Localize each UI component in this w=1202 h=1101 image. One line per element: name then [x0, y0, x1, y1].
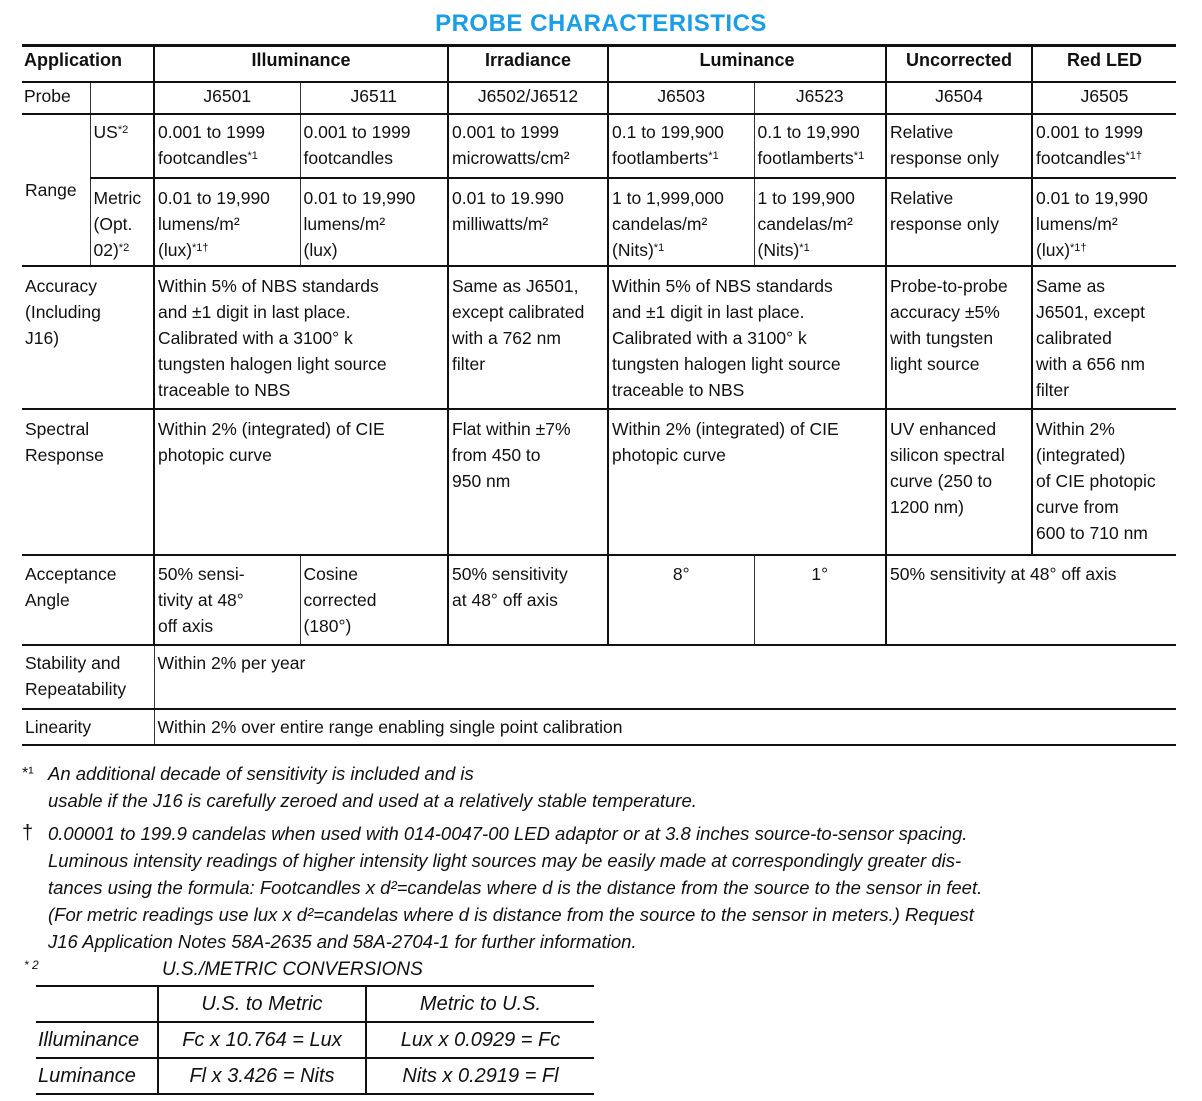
header-irradiance: Irradiance: [448, 46, 608, 83]
range-us-label: [90, 114, 154, 178]
footnote-1: [22, 760, 1182, 814]
page-title: PROBE CHARACTERISTICS: [435, 10, 767, 37]
label-line: Accuracy: [25, 276, 97, 296]
text-line: 1200 nm): [890, 497, 964, 517]
footnote-line: J16 Application Notes 58A-2635 and 58A-2704-1 for further information.: [48, 931, 637, 952]
probe-j6502-j6512: J6502/J6512: [448, 82, 608, 114]
text-line: Cosine: [303, 564, 358, 584]
text-line: with a 656 nm: [1036, 354, 1145, 374]
text-line: Within 5% of NBS standards: [612, 276, 833, 296]
range-metric-cell: [300, 178, 448, 266]
text-line: tungsten halogen light source: [158, 354, 387, 374]
unit-text: (lux): [1036, 240, 1071, 260]
text-line: 950 nm: [452, 471, 511, 491]
conversion-metric-to-us: Nits x 0.2919 = Fl: [366, 1058, 594, 1094]
label-line: Spectral: [25, 419, 90, 439]
range-us-cell: [448, 114, 608, 178]
footnote-ref: *1: [653, 242, 665, 254]
text-line: Calibrated with a 3100° k: [158, 328, 353, 348]
text-line: corrected: [303, 590, 377, 610]
label-line: Repeatability: [25, 679, 127, 699]
unit-text: footlamberts: [757, 148, 854, 168]
probe-row: [22, 82, 1176, 114]
accuracy-row: [22, 266, 1176, 409]
footnote-ref: *2: [117, 124, 129, 136]
text-line: with a 762 nm: [452, 328, 561, 348]
range-metric-cell: [1032, 178, 1176, 266]
text-line: traceable to NBS: [612, 380, 745, 400]
text-line: 600 to 710 nm: [1036, 523, 1148, 543]
conversion-row-label: Illuminance: [36, 1022, 158, 1058]
range-unit: [158, 145, 297, 171]
conversion-corner: [36, 986, 158, 1022]
footnote-line: 0.00001 to 199.9 candelas when used with 014-0047-00 LED adaptor or at 3.8 inches source-to-sensor spacing.: [48, 823, 968, 844]
range-value: 0.01 to 19.990: [452, 188, 564, 208]
text-line: of CIE photopic: [1036, 471, 1156, 491]
conversion-row-label: Luminance: [36, 1058, 158, 1094]
range-unit-alt: [158, 237, 297, 263]
text-line: filter: [1036, 380, 1070, 400]
footnote-1-mark: *¹: [22, 765, 34, 782]
spectral-irradiance: [448, 409, 608, 555]
label-line: Response: [25, 445, 104, 465]
header-luminance: Luminance: [608, 46, 886, 83]
footnote-line: usable if the J16 is carefully zeroed and used at a relatively stable temperature.: [48, 790, 697, 811]
footnote-line: (For metric readings use lux x d²=candelas where d is distance from the source to the sensor in meters.) Request: [48, 904, 974, 925]
text-line: off axis: [158, 616, 214, 636]
range-unit-alt: [612, 237, 751, 263]
range-value: 0.001 to 1999: [452, 122, 560, 142]
range-value: 1 to 1,999,000: [612, 188, 724, 208]
probe-j6523: J6523: [754, 82, 886, 114]
footnote-line: Luminous intensity readings of higher intensity light sources may be easily made at correspondingly greater dis-: [48, 850, 962, 871]
text-line: Within 2% (integrated) of CIE: [612, 419, 839, 439]
text-line: Same as: [1036, 276, 1106, 296]
acceptance-j6503: 8°: [608, 555, 754, 645]
conversion-row: [36, 1022, 594, 1058]
footnote-ref: *1: [247, 150, 258, 162]
footnote-line: tances using the formula: Footcandles x d²=candelas where d is the distance from the source to the sensor in feet.: [48, 877, 983, 898]
spectral-response-row: [22, 409, 1176, 555]
unit-text: (lux): [158, 240, 193, 260]
range-unit-alt: (lux): [303, 240, 338, 260]
conversion-table: [36, 985, 594, 1095]
spectral-label: [22, 409, 154, 555]
range-value: Relative: [890, 122, 954, 142]
text-line: calibrated: [1036, 328, 1112, 348]
range-value: 0.01 to 19,990: [158, 188, 270, 208]
range-unit: lumens/m²: [303, 214, 386, 234]
range-us-cell: [300, 114, 448, 178]
range-value: 0.001 to 1999: [303, 122, 411, 142]
text-line: (integrated): [1036, 445, 1126, 465]
range-unit-alt: [758, 237, 883, 263]
range-unit: lumens/m²: [1036, 214, 1118, 234]
footnote-ref: *1†: [1070, 242, 1087, 254]
footnote-ref: *1: [799, 242, 810, 254]
range-value: 0.01 to 19,990: [303, 188, 416, 208]
conversion-row: [36, 1058, 594, 1094]
range-us-cell: [754, 114, 886, 178]
acceptance-j6511: [300, 555, 448, 645]
text-line: traceable to NBS: [158, 380, 291, 400]
accuracy-luminance: [608, 266, 886, 409]
text-line: photopic curve: [158, 445, 272, 465]
spectral-luminance: [608, 409, 886, 555]
footnote-ref: *2: [118, 242, 130, 254]
stability-value: Within 2% per year: [154, 645, 1176, 709]
text-line: 50% sensitivity: [452, 564, 568, 584]
range-value: 0.1 to 19,990: [757, 122, 860, 142]
footnote-line: An additional decade of sensitivity is included and is: [48, 763, 474, 784]
linearity-value: Within 2% over entire range enabling single point calibration: [154, 709, 1176, 745]
probe-j6505: J6505: [1032, 82, 1176, 114]
label-line: (Opt.: [93, 214, 133, 234]
text-line: curve from: [1036, 497, 1119, 517]
conversion-us-to-metric: Fc x 10.764 = Lux: [158, 1022, 366, 1058]
unit-text: (Nits): [612, 240, 654, 260]
text-line: and ±1 digit in last place.: [612, 302, 805, 322]
range-unit: response only: [890, 214, 999, 234]
range-unit: [758, 145, 883, 171]
dagger-mark: †: [22, 822, 34, 844]
range-metric-cell: [754, 178, 886, 266]
application-header-row: [22, 46, 1176, 83]
conversion-us-to-metric: Fl x 3.426 = Nits: [158, 1058, 366, 1094]
header-illuminance: Illuminance: [154, 46, 448, 83]
header-uncorrected: Uncorrected: [886, 46, 1032, 83]
range-metric-cell: [448, 178, 608, 266]
conversion-metric-to-us: Lux x 0.0929 = Fc: [366, 1022, 594, 1058]
range-unit: microwatts/cm²: [452, 148, 570, 168]
range-value: 0.001 to 1999: [158, 122, 266, 142]
footnote-dagger: [22, 820, 1182, 955]
conversion-title: U.S./METRIC CONVERSIONS: [162, 959, 423, 980]
header-application: Application: [22, 46, 154, 83]
probe-j6511: J6511: [300, 82, 448, 114]
footnote-ref: *1†: [1125, 150, 1143, 162]
footnote-ref: *1: [708, 150, 719, 162]
spectral-illuminance: [154, 409, 448, 555]
footnote-ref: *1: [853, 150, 865, 162]
range-us-row: [22, 114, 1176, 178]
text-line: 50% sensi-: [158, 564, 245, 584]
accuracy-red-led: [1032, 266, 1176, 409]
range-unit: lumens/m²: [158, 214, 240, 234]
range-unit: [612, 145, 751, 171]
acceptance-uncorrected-red-led: 50% sensitivity at 48° off axis: [886, 555, 1176, 645]
range-us-cell: [886, 114, 1032, 178]
unit-text: footcandles: [1036, 148, 1126, 168]
stability-label: [22, 645, 154, 709]
range-unit: candelas/m²: [757, 214, 853, 234]
text-line: J6501, except: [1036, 302, 1145, 322]
unit-text: footcandles: [158, 148, 248, 168]
range-metric-cell: [886, 178, 1032, 266]
range-metric-cell: [608, 178, 754, 266]
footnotes: [22, 760, 1182, 961]
text-line: filter: [452, 354, 486, 374]
text-line: tivity at 48°: [158, 590, 244, 610]
range-value: 0.01 to 19,990: [1036, 188, 1148, 208]
accuracy-label: [22, 266, 154, 409]
range-value: 0.1 to 199,900: [612, 122, 724, 142]
acceptance-j6523: 1°: [754, 555, 886, 645]
linearity-row: [22, 709, 1176, 745]
conversion-header-row: [36, 986, 594, 1022]
text-line: Probe-to-probe: [890, 276, 1008, 296]
label-line: (Including: [25, 302, 101, 322]
label-line: Stability and: [25, 653, 121, 673]
text-line: (180°): [303, 616, 352, 636]
spectral-red-led: [1032, 409, 1176, 555]
stability-row: [22, 645, 1176, 709]
text-line: accuracy ±5%: [890, 302, 1000, 322]
range-metric-cell: [154, 178, 300, 266]
spectral-uncorrected: [886, 409, 1032, 555]
text-line: Flat within ±7%: [452, 419, 571, 439]
text-line: curve (250 to: [890, 471, 993, 491]
range-unit: footcandles: [303, 148, 394, 168]
accuracy-irradiance: [448, 266, 608, 409]
acceptance-label: [22, 555, 154, 645]
probe-j6504: J6504: [886, 82, 1032, 114]
unit-text: footlamberts: [612, 148, 709, 168]
probe-characteristics-table: [22, 44, 1176, 746]
range-metric-label: [90, 178, 154, 266]
range-unit: [1036, 145, 1173, 171]
text-line: light source: [890, 354, 980, 374]
label-line: J16): [25, 328, 60, 348]
unit-text: (Nits): [757, 240, 800, 260]
range-metric-row: [22, 178, 1176, 266]
probe-label: Probe: [22, 82, 90, 114]
text-line: Calibrated with a 3100° k: [612, 328, 807, 348]
probe-spacer: [90, 82, 154, 114]
range-us-cell: [1032, 114, 1176, 178]
linearity-label: Linearity: [22, 709, 154, 745]
probe-j6501: J6501: [154, 82, 300, 114]
probe-j6503: J6503: [608, 82, 754, 114]
range-unit-alt: [1036, 237, 1173, 263]
text-line: photopic curve: [612, 445, 726, 465]
label-line: [94, 237, 151, 263]
acceptance-irradiance: [448, 555, 608, 645]
text-line: from 450 to: [452, 445, 541, 465]
range-unit: milliwatts/m²: [452, 214, 549, 234]
label-line: Angle: [25, 590, 70, 610]
text-line: Within 2% (integrated) of CIE: [158, 419, 385, 439]
range-value: 1 to 199,900: [757, 188, 855, 208]
range-us-cell: [608, 114, 754, 178]
accuracy-uncorrected: [886, 266, 1032, 409]
text-line: Same as J6501,: [452, 276, 579, 296]
range-value: Relative: [890, 188, 954, 208]
text-line: Within 2%: [1036, 419, 1115, 439]
label-text: 02): [93, 240, 119, 260]
text-line: UV enhanced: [890, 419, 997, 439]
text-line: except calibrated: [452, 302, 585, 322]
text-line: tungsten halogen light source: [612, 354, 841, 374]
range-label: Range: [22, 114, 90, 266]
text-line: with tungsten: [890, 328, 994, 348]
label-line: Acceptance: [25, 564, 117, 584]
conversion-header-metric-to-us: Metric to U.S.: [366, 986, 594, 1022]
header-red-led: Red LED: [1032, 46, 1176, 83]
accuracy-illuminance: [154, 266, 448, 409]
acceptance-angle-row: [22, 555, 1176, 645]
text-line: silicon spectral: [890, 445, 1005, 465]
range-value: 0.001 to 1999: [1036, 122, 1144, 142]
text-line: Within 5% of NBS standards: [158, 276, 379, 296]
acceptance-j6501: [154, 555, 300, 645]
range-us-cell: [154, 114, 300, 178]
conversion-footnote-mark: * 2: [24, 958, 39, 972]
footnote-ref: *1†: [192, 242, 209, 254]
label-line: Metric: [93, 188, 142, 208]
range-unit: response only: [890, 148, 999, 168]
conversion-header-us-to-metric: U.S. to Metric: [158, 986, 366, 1022]
range-us-text: US: [93, 122, 118, 142]
range-unit: candelas/m²: [612, 214, 708, 234]
text-line: at 48° off axis: [452, 590, 558, 610]
text-line: and ±1 digit in last place.: [158, 302, 351, 322]
